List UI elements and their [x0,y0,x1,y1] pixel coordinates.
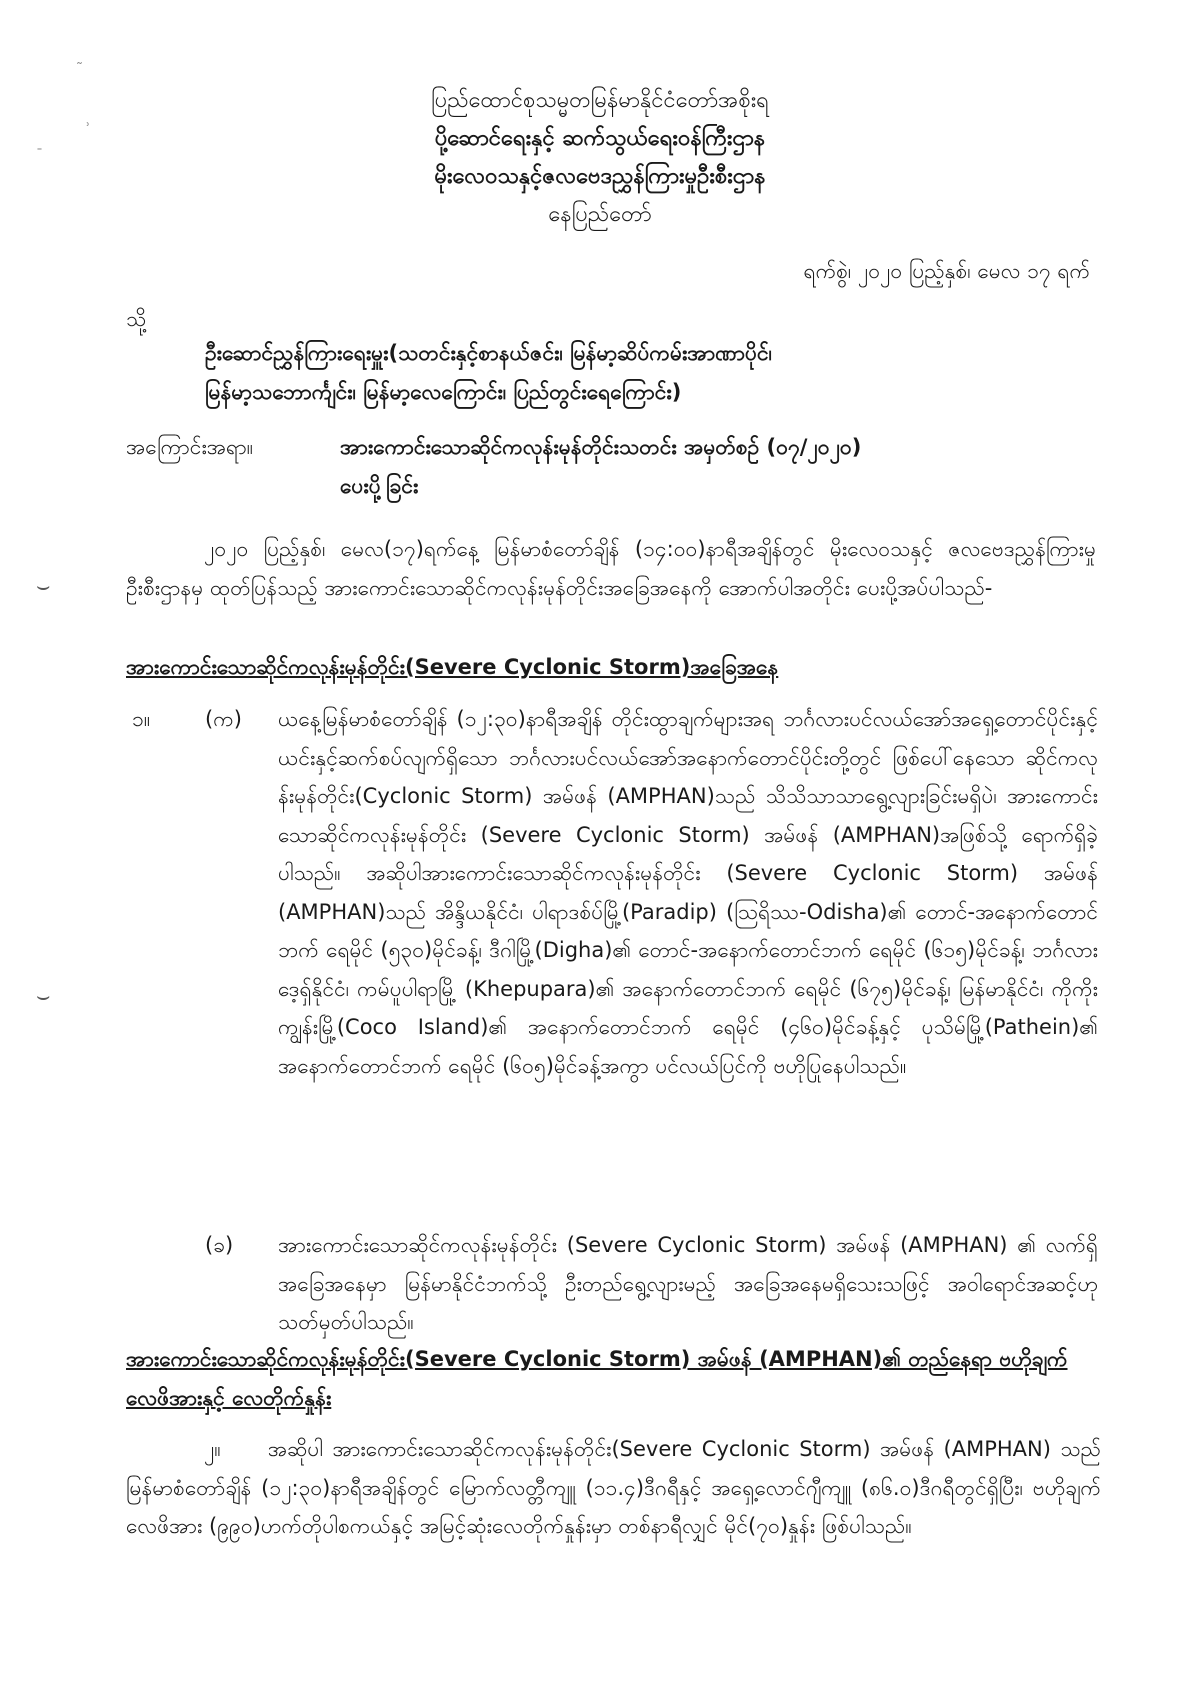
scan-speck: ʾ [86,121,91,137]
subject-label: အကြောင်းအရာ။ [126,435,254,459]
position-paragraph [126,1430,1101,1546]
paragraph-number: ၁။ [132,707,151,731]
sub-item-label: (ခ) [205,1233,234,1257]
paragraph-number: ၂။ [204,1437,221,1461]
section-heading-position: အားကောင်းသောဆိုင်ကလုန်းမုန်တိုင်း(Severe Cyclonic Storm) အမ်ဖန် (AMPHAN)၏ တည်နေရာ ဗဟိုချက်လေဖိအားနှင့် လေတိုက်နှုန်း [126,1347,1068,1410]
addressee-block [205,334,1085,411]
letterhead [300,82,900,234]
date-line: ရက်စွဲ၊ ၂၀၂၀ ပြည့်နှစ်၊ မေလ ၁၇ ရက် [803,259,1090,283]
sub-item-text: အားကောင်းသောဆိုင်ကလုန်းမုန်တိုင်း (Severe Cyclonic Storm) အမ်ဖန် (AMPHAN) ၏ လက်ရှိအခြေအနေမှာ မြန်မာနိုင်ငံဘက်သို့ ဦးတည်ရွေ့လျားမည့် အခြေအနေမရှိသေးသဖြင့် အဝါရောင်အဆင့်ဟု သတ်မှတ်ပါသည်။ [278,1233,1098,1334]
intro-paragraph: ၂၀၂၀ ပြည့်နှစ်၊ မေလ(၁၇)ရက်နေ့ မြန်မာစံတော်ချိန် (၁၄:၀၀)နာရီအချိန်တွင် မိုးလေဝသနှင့် ဇလဗေဒညွှန်ကြားမှုဦးစီးဌာနမှ ထုတ်ပြန်သည့် အားကောင်းသောဆိုင်ကလုန်းမုန်တိုင်းအခြေအနေကို အောက်ပါအတိုင်း ပေးပို့အပ်ပါသည်- [126,537,1096,600]
letterhead-department: မိုးလေဝသနှင့်ဇလဗေဒညွှန်ကြားမှုဦးစီးဌာန [434,164,766,189]
letterhead-city: နေပြည်တော် [548,202,652,227]
section-heading-conditions: အားကောင်းသောဆိုင်ကလုန်းမုန်တိုင်း(Severe Cyclonic Storm)အခြေအနေ [126,655,779,679]
subject-line: ပေးပို့ခြင်း [340,473,419,498]
to-label: သို့ [126,307,147,331]
letterhead-ministry: ပို့ဆောင်ရေးနှင့် ဆက်သွယ်ရေးဝန်ကြီးဌာန [434,126,766,151]
addressee-line: မြန်မာ့သဘောင်္ကျင်း၊ မြန်မာ့လေကြောင်း၊ ပြည်တွင်းရေကြောင်း) [205,379,682,404]
subject-line: အားကောင်းသောဆိုင်ကလုန်းမုန်တိုင်းသတင်း အမှတ်စဉ် (၀၇/၂၀၂၀) [340,435,862,459]
scan-speck: ˜ [76,61,83,77]
scan-speck: ⌣ [36,984,51,1009]
sub-item-text: ယနေ့မြန်မာစံတော်ချိန် (၁၂:၃၀)နာရီအချိန် တိုင်းထွာချက်များအရ ဘင်္ဂလားပင်လယ်အော်အရှေ့တောင်ပိုင်းနှင့် ယင်းနှင့်ဆက်စပ်လျက်ရှိသော ဘင်္ဂလားပင်လယ်အော်အနောက်တောင်ပိုင်းတို့တွင် ဖြစ်ပေါ်နေသော ဆိုင်ကလုန်းမုန်တိုင်း(Cyclonic Storm) အမ်ဖန် (AMPHAN)သည် သိသိသာသာရွေ့လျားခြင်းမရှိပဲ၊ အားကောင်းသောဆိုင်ကလုန်းမုန်တိုင်း (Severe Cyclonic Storm) အမ်ဖန် (AMPHAN)အဖြစ်သို့ ရောက်ရှိခဲ့ပါသည်။ အဆိုပါအားကောင်းသောဆိုင်ကလုန်းမုန်တိုင်း (Severe Cyclonic Storm) အမ်ဖန် (AMPHAN)သည် အိန္ဒိယနိုင်ငံ၊ ပါရာဒစ်ပ်မြို့(Paradip) (ဩရိဿ-Odisha)၏ တောင်-အနောက်တောင်ဘက် ရေမိုင် (၅၃၀)မိုင်ခန့်၊ ဒီဂါမြို့(Digha)၏ တောင်-အနောက်တောင်ဘက် ရေမိုင် (၆၁၅)မိုင်ခန့်၊ ဘင်္ဂလားဒေ့ရှ်နိုင်ငံ၊ ကမ်ပူပါရာမြို့ (Khepupara)၏ အနောက်တောင်ဘက် ရေမိုင် (၆၇၅)မိုင်ခန့်၊ မြန်မာနိုင်ငံ၊ ကိုကိုးကျွန်းမြို့(Coco Island)၏ အနောက်တောင်ဘက် ရေမိုင် (၄၆၀)မိုင်ခန့်နှင့် ပုသိမ်မြို့(Pathein)၏ အနောက်တောင်ဘက် ရေမိုင် (၆၀၅)မိုင်ခန့်အကွာ ပင်လယ်ပြင်ကို ဗဟိုပြုနေပါသည်။ [278,707,1098,1078]
paragraph-text: အဆိုပါ အားကောင်းသောဆိုင်ကလုန်းမုန်တိုင်း(Severe Cyclonic Storm) အမ်ဖန် (AMPHAN) သည် မြန်မာစံတော်ချိန် (၁၂:၃၀)နာရီအချိန်တွင် မြောက်လတ္တီကျူ (၁၁.၄)ဒီဂရီနှင့် အရှေ့လောင်ဂျီကျူ (၈၆.၀)ဒီဂရီတွင်ရှိပြီး၊ ဗဟိုချက်လေဖိအား (၉၉၀)ဟက်တိုပါစကယ်နှင့် အမြင့်ဆုံးလေတိုက်နှုန်းမှာ တစ်နာရီလျှင် မိုင်(၇၀)နှုန်း ဖြစ်ပါသည်။ [126,1437,1101,1538]
letterhead-government: ပြည်ထောင်စုသမ္မတမြန်မာနိုင်ငံတော်အစိုးရ [431,88,769,113]
scan-speck: ˉ [36,147,43,163]
addressee-line: ဦးဆောင်ညွှန်ကြားရေးမှူး(သတင်းနှင့်စာနယ်ဇင်း၊ မြန်မာ့ဆိပ်ကမ်းအာဏာပိုင်၊ [205,341,772,365]
sub-item-label: (က) [205,707,242,731]
subject-text [340,428,1100,505]
scan-speck: ⌣ [36,574,51,599]
